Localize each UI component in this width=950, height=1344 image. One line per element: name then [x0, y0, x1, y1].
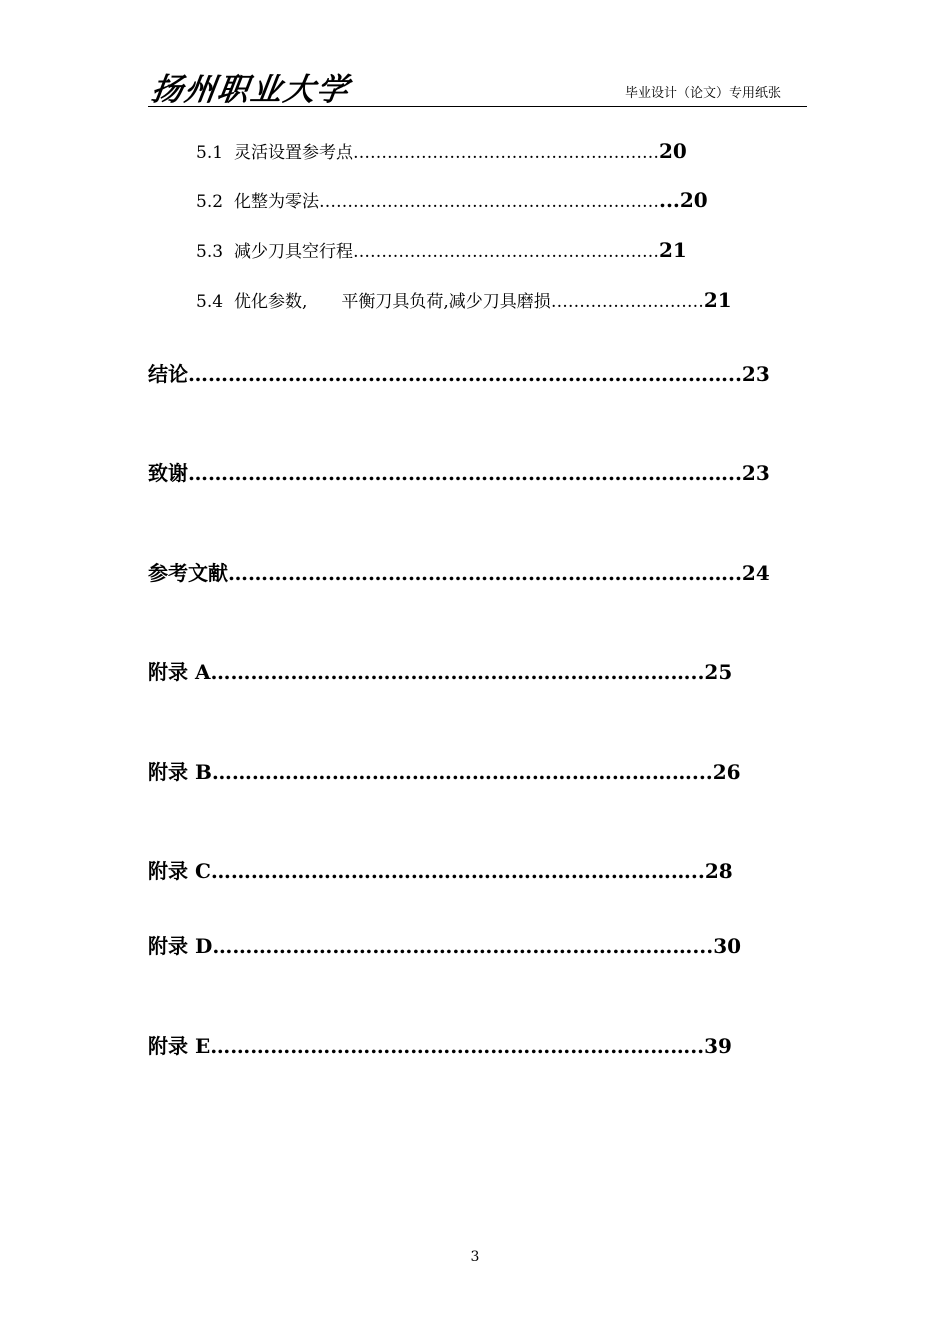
- toc-entry-number: 5.1: [196, 143, 224, 163]
- toc-entry-page: ..23: [728, 461, 770, 485]
- toc-leader-dots: ………………………………………………………………: [210, 859, 691, 883]
- toc-entry-5-4[interactable]: [196, 290, 732, 311]
- toc-leader-dots: ………………………………………………………………: [212, 934, 693, 958]
- toc-entry-title: 致谢: [148, 461, 188, 485]
- toc-entry-page: ..24: [728, 561, 770, 585]
- toc-entry-title: 附录 D: [148, 934, 213, 958]
- toc-entry-page: ..25: [690, 660, 733, 684]
- toc-entry-page: ...30: [692, 934, 742, 958]
- toc-leader-dots: ………………………………………………………………: [210, 1034, 691, 1058]
- page-number: 3: [470, 1249, 480, 1265]
- toc-leader-dots: …………………………………………………………………: [228, 561, 728, 585]
- toc-entry-title: 化整为零法: [234, 192, 319, 212]
- toc-leader-dots: ……………………………………………………: [319, 192, 659, 212]
- toc-entry-appendix-b[interactable]: [148, 762, 741, 782]
- toc-entry-5-3[interactable]: [196, 240, 687, 261]
- toc-entry-appendix-a[interactable]: [148, 662, 732, 682]
- toc-leader-dots: ………………………………………………………………: [211, 760, 692, 784]
- toc-entry-number: 5.2: [196, 192, 224, 212]
- toc-entry-5-2[interactable]: [196, 190, 708, 211]
- toc-entry-title: 附录 B: [148, 760, 212, 784]
- toc-entry-page: 20: [659, 139, 687, 163]
- toc-entry-title: 参考文献: [148, 561, 228, 585]
- toc-entry-appendix-e[interactable]: [148, 1036, 732, 1056]
- toc-leader-dots: ………………………………………………………………: [210, 660, 691, 684]
- toc-entry-page: ...20: [659, 188, 708, 212]
- toc-entry-page: ..39: [690, 1034, 732, 1058]
- toc-entry-number: 5.3: [196, 242, 224, 262]
- toc-entry-title: 附录 E: [148, 1034, 211, 1058]
- toc-leader-dots: ………………………………………………………………………: [188, 461, 728, 485]
- toc-entry-acknowledgement[interactable]: [148, 463, 770, 483]
- toc-entry-conclusion[interactable]: [148, 364, 770, 384]
- toc-entry-appendix-c[interactable]: [148, 861, 733, 881]
- toc-entry-5-1[interactable]: [196, 141, 687, 162]
- toc-entry-page: 21: [659, 238, 687, 262]
- toc-entry-page: 21: [703, 288, 732, 312]
- toc-entry-title: 附录 C: [148, 859, 211, 883]
- toc-entry-title-part-a: 优化参数,: [234, 292, 308, 312]
- toc-entry-page: ...26: [691, 760, 741, 784]
- toc-entry-appendix-d[interactable]: [148, 936, 741, 956]
- toc-entry-title-part-b: 平衡刀具负荷,减少刀具磨损: [341, 292, 551, 312]
- toc-entry-title: 附录 A: [148, 660, 211, 684]
- toc-entry-page: ..28: [690, 859, 733, 883]
- toc-entry-title: 灵活设置参考点: [234, 143, 353, 163]
- toc-entry-title: 结论: [148, 362, 188, 386]
- toc-leader-dots: ………………………: [550, 292, 704, 312]
- toc-leader-dots: ………………………………………………: [353, 242, 659, 262]
- toc-entry-references[interactable]: [148, 563, 770, 583]
- toc-leader-dots: ………………………………………………………………………: [188, 362, 728, 386]
- header-caption: 毕业设计（论文）专用纸张: [624, 86, 781, 101]
- toc-entry-page: ..23: [728, 362, 770, 386]
- university-logo: 扬州职业大学: [148, 72, 353, 108]
- toc-entry-number: 5.4: [196, 292, 224, 312]
- toc-entry-title: 减少刀具空行程: [234, 242, 353, 262]
- toc-leader-dots: ………………………………………………: [353, 143, 659, 163]
- page-header: [148, 62, 807, 107]
